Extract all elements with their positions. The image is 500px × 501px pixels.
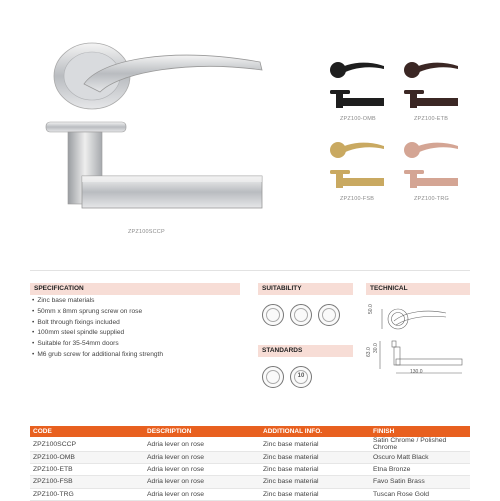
standards-guarantee-number: 10: [297, 373, 305, 379]
cell-description: Adria lever on rose: [144, 452, 260, 464]
cell-finish: Etna Bronze: [370, 464, 470, 476]
variant-caption-etb: ZPZ100-ETB: [414, 116, 449, 122]
spec-item: • Bolt through fixings included: [32, 318, 163, 329]
suitability-heading: SUITABILITY: [258, 283, 353, 295]
cell-finish: Favo Satin Brass: [370, 476, 470, 488]
variant-caption-trg: ZPZ100-TRG: [414, 196, 450, 202]
header-description: DESCRIPTION: [144, 426, 260, 437]
suitability-badge-icon: [262, 304, 284, 326]
technical-dim-height2: 30.0: [373, 343, 379, 353]
header-additional-info: ADDITIONAL INFO.: [260, 426, 370, 437]
cell-additional-info: Zinc base material: [260, 476, 370, 488]
product-table: [30, 426, 470, 501]
cell-additional-info: Zinc base material: [260, 452, 370, 464]
cell-code: ZPZ100-FSB: [30, 476, 144, 488]
cell-finish: Tuscan Rose Gold: [370, 488, 470, 500]
cell-code: ZPZ100-OMB: [30, 452, 144, 464]
table-row: [30, 476, 470, 488]
variant-caption-fsb: ZPZ100-FSB: [340, 196, 375, 202]
spec-item: • 100mm steel spindle supplied: [32, 328, 163, 339]
technical-dim-width: 50.0: [368, 304, 374, 314]
variant-image-omb: [326, 60, 386, 110]
cell-description: Adria lever on rose: [144, 488, 260, 500]
cell-additional-info: Zinc base material: [260, 488, 370, 500]
variant-caption-omb: ZPZ100-OMB: [340, 116, 376, 122]
table-row: [30, 488, 470, 500]
main-product-caption: ZPZ100SCCP: [128, 229, 165, 235]
header-code: CODE: [30, 426, 144, 437]
spec-item: • Suitable for 35-54mm doors: [32, 339, 163, 350]
main-product-image: [40, 40, 280, 240]
spec-item: • 50mm x 8mm sprung screw on rose: [32, 307, 163, 318]
cell-additional-info: Zinc base material: [260, 437, 370, 452]
cell-description: Adria lever on rose: [144, 437, 260, 452]
suitability-badge-icon: [290, 304, 312, 326]
spec-item: • M6 grub screw for additional fixing strength: [32, 350, 163, 361]
variant-image-etb: [400, 60, 460, 110]
cell-code: ZPZ100SCCP: [30, 437, 144, 452]
technical-drawing: [366, 297, 470, 379]
specification-heading: SPECIFICATION: [30, 283, 240, 295]
cell-finish: Oscuro Matt Black: [370, 452, 470, 464]
header-finish: FINISH: [370, 426, 470, 437]
technical-heading: TECHNICAL: [366, 283, 470, 295]
cell-additional-info: Zinc base material: [260, 464, 370, 476]
technical-dim-length: 130.0: [410, 369, 423, 375]
cell-code: ZPZ100-TRG: [30, 488, 144, 500]
spec-item: • Zinc base materials: [32, 296, 163, 307]
cell-code: ZPZ100-ETB: [30, 464, 144, 476]
cell-finish: Satin Chrome / Polished Chrome: [370, 437, 470, 452]
variant-image-trg: [400, 140, 460, 190]
table-header-row: [30, 426, 470, 437]
table-row: [30, 437, 470, 452]
section-divider: [30, 270, 470, 271]
table-row: [30, 452, 470, 464]
cell-description: Adria lever on rose: [144, 464, 260, 476]
table-row: [30, 464, 470, 476]
cell-description: Adria lever on rose: [144, 476, 260, 488]
variant-image-fsb: [326, 140, 386, 190]
standards-heading: STANDARDS: [258, 345, 353, 357]
suitability-badge-icon: [318, 304, 340, 326]
technical-dim-height: 63.0: [366, 347, 372, 357]
standards-badge-icon: [262, 366, 284, 388]
specification-list: [32, 296, 163, 361]
